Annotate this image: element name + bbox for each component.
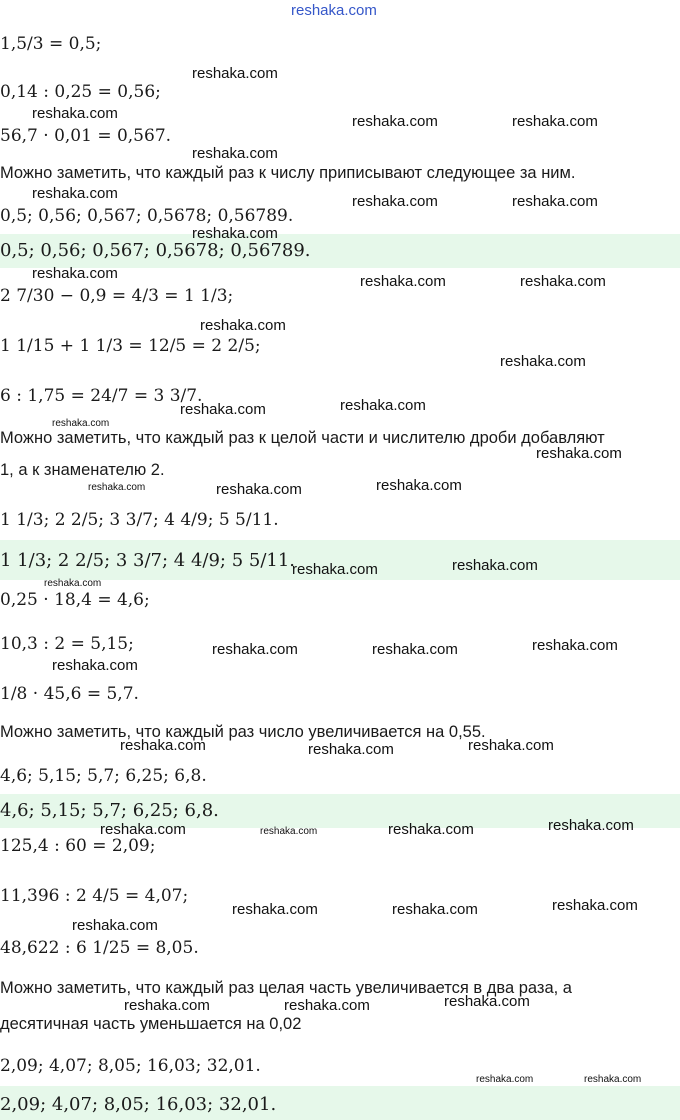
watermark: reshaka.com	[180, 401, 266, 418]
sequence-line: 2,09; 4,07; 8,05; 16,03; 32,01.	[0, 1056, 261, 1076]
watermark: reshaka.com	[212, 641, 298, 658]
watermark: reshaka.com	[192, 145, 278, 162]
watermark: reshaka.com	[500, 353, 586, 370]
watermark: reshaka.com	[352, 193, 438, 210]
answer-highlight	[0, 1086, 680, 1120]
sequence-line: 0,5; 0,56; 0,567; 0,5678; 0,56789.	[0, 206, 294, 226]
watermark: reshaka.com	[444, 993, 530, 1010]
explanation-text: Можно заметить, что каждый раз к числу приписывают следующее за ним.	[0, 164, 576, 182]
watermark: reshaka.com	[44, 578, 102, 589]
watermark: reshaka.com	[72, 917, 158, 934]
explanation-text: Можно заметить, что каждый раз целая часть увеличивается в два раза, а	[0, 979, 572, 997]
watermark: reshaka.com	[124, 997, 210, 1014]
watermark: reshaka.com	[32, 105, 118, 122]
equation-line: 6 : 1,75 = 24/7 = 3 3/7.	[0, 386, 203, 406]
equation-line: 0,25 · 18,4 = 4,6;	[0, 590, 150, 610]
explanation-text: Можно заметить, что каждый раз число увеличивается на 0,55.	[0, 723, 486, 741]
watermark: reshaka.com	[88, 482, 146, 493]
answer-highlight	[0, 234, 680, 268]
watermark: reshaka.com	[260, 826, 318, 837]
sequence-line: 4,6; 5,15; 5,7; 6,25; 6,8.	[0, 766, 207, 786]
watermark: reshaka.com	[452, 557, 538, 574]
watermark: reshaka.com	[32, 185, 118, 202]
answer-text: 2,09; 4,07; 8,05; 16,03; 32,01.	[0, 1094, 277, 1115]
watermark: reshaka.com	[468, 737, 554, 754]
equation-line: 56,7 · 0,01 = 0,567.	[0, 126, 172, 146]
equation-line: 1,5/3 = 0,5;	[0, 34, 102, 54]
watermark: reshaka.com	[292, 561, 378, 578]
watermark: reshaka.com	[372, 641, 458, 658]
equation-line: 48,622 : 6 1/25 = 8,05.	[0, 938, 199, 958]
watermark: reshaka.com	[192, 65, 278, 82]
sequence-line: 1 1/3; 2 2/5; 3 3/7; 4 4/9; 5 5/11.	[0, 510, 279, 530]
watermark: reshaka.com	[352, 113, 438, 130]
watermark: reshaka.com	[360, 273, 446, 290]
watermark: reshaka.com	[120, 737, 206, 754]
equation-line: 1 1/15 + 1 1/3 = 12/5 = 2 2/5;	[0, 336, 261, 356]
watermark: reshaka.com	[512, 193, 598, 210]
watermark: reshaka.com	[32, 265, 118, 282]
watermark: reshaka.com	[376, 477, 462, 494]
watermark: reshaka.com	[536, 445, 622, 462]
watermark: reshaka.com	[308, 741, 394, 758]
watermark: reshaka.com	[284, 997, 370, 1014]
watermark: reshaka.com	[232, 901, 318, 918]
watermark: reshaka.com	[532, 637, 618, 654]
explanation-text: 1, а к знаменателю 2.	[0, 461, 165, 479]
watermark: reshaka.com	[520, 273, 606, 290]
watermark: reshaka.com	[340, 397, 426, 414]
watermark-top: reshaka.com	[291, 2, 377, 19]
watermark: reshaka.com	[52, 657, 138, 674]
equation-line: 1/8 · 45,6 = 5,7.	[0, 684, 139, 704]
watermark: reshaka.com	[552, 897, 638, 914]
explanation-text: десятичная часть уменьшается на 0,02	[0, 1015, 302, 1033]
watermark: reshaka.com	[584, 1074, 642, 1085]
equation-line: 2 7/30 − 0,9 = 4/3 = 1 1/3;	[0, 286, 234, 306]
explanation-text: Можно заметить, что каждый раз к целой части и числителю дроби добавляют	[0, 429, 605, 447]
watermark: reshaka.com	[388, 821, 474, 838]
watermark: reshaka.com	[548, 817, 634, 834]
watermark: reshaka.com	[512, 113, 598, 130]
watermark: reshaka.com	[476, 1074, 534, 1085]
answer-text: 4,6; 5,15; 5,7; 6,25; 6,8.	[0, 800, 219, 821]
watermark: reshaka.com	[200, 317, 286, 334]
watermark: reshaka.com	[52, 418, 110, 429]
watermark: reshaka.com	[192, 225, 278, 242]
watermark: reshaka.com	[216, 481, 302, 498]
watermark: reshaka.com	[392, 901, 478, 918]
equation-line: 11,396 : 2 4/5 = 4,07;	[0, 886, 189, 906]
equation-line: 0,14 : 0,25 = 0,56;	[0, 82, 161, 102]
equation-line: 10,3 : 2 = 5,15;	[0, 634, 134, 654]
watermark: reshaka.com	[100, 821, 186, 838]
equation-line: 125,4 : 60 = 2,09;	[0, 836, 156, 856]
answer-text: 1 1/3; 2 2/5; 3 3/7; 4 4/9; 5 5/11.	[0, 550, 296, 571]
answer-text: 0,5; 0,56; 0,567; 0,5678; 0,56789.	[0, 240, 311, 261]
